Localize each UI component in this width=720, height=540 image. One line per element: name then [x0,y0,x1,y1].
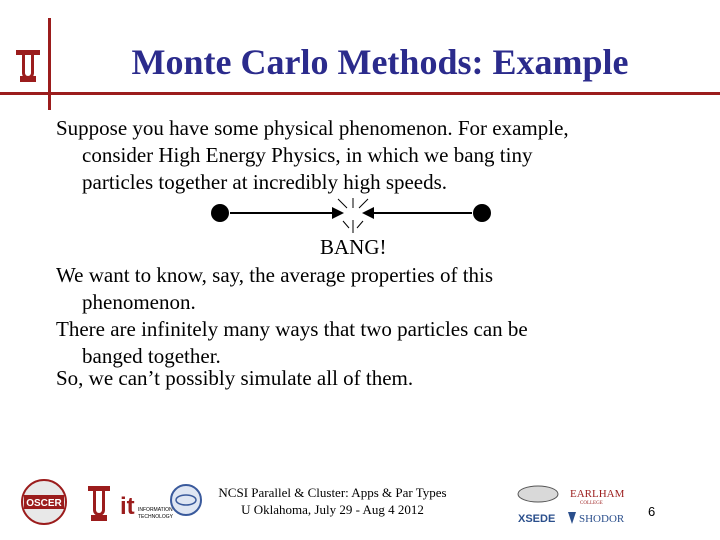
paragraph-text: consider High Energy Physics, in which we bang tiny [82,143,533,167]
ou-logo-icon [10,46,46,86]
svg-text:COLLEGE: COLLEGE [580,501,603,506]
shodor-logo-icon [568,512,625,525]
earlham-logo-icon [570,488,625,506]
paragraph-text: banged together. [82,344,221,368]
slide-title: Monte Carlo Methods: Example [131,42,629,82]
paragraph-conclusion [56,365,696,392]
burst-lines [338,198,368,233]
svg-text:XSEDE: XSEDE [518,513,556,525]
footer-logos-right [516,484,640,528]
footer-text [205,484,460,518]
svg-text:it: it [120,493,135,520]
page-number: 6 [648,504,656,519]
paragraph-text: We want to know, say, the average properties of this [56,263,494,287]
ccc-logo-icon [171,485,201,515]
right-particle [473,204,491,222]
footer-logos-left [14,478,204,530]
svg-text:INFORMATION: INFORMATION [138,507,173,513]
footer-event-line: NCSI Parallel & Cluster: Apps & Par Types [218,485,447,500]
paragraph-average [56,262,696,316]
right-arrow-head [362,207,374,219]
paragraph-intro [56,115,696,196]
left-particle [211,204,229,222]
ou-footer-logo-icon [88,486,110,521]
paragraph-infinite [56,316,696,370]
svg-text:OSCER: OSCER [26,498,62,509]
it-logo-icon [120,493,174,520]
svg-text:TECHNOLOGY: TECHNOLOGY [138,514,174,520]
oscer-logo-icon [22,480,66,524]
bang-label: BANG! [320,235,387,259]
header-horizontal-rule [0,92,720,95]
paragraph-text: phenomenon. [82,290,196,314]
header-vertical-rule [48,18,51,110]
xsede-logo-icon [518,513,555,525]
svg-text:EARLHAM: EARLHAM [570,488,625,500]
ncsi-logo-icon [518,486,558,502]
paragraph-text: particles together at incredibly high speeds. [82,170,448,194]
left-arrow-head [332,207,344,219]
paragraph-text: So, we can’t possibly simulate all of them. [56,366,414,390]
footer-date-line: U Oklahoma, July 29 - Aug 4 2012 [241,502,424,517]
paragraph-text: Suppose you have some physical phenomenon. For example, [56,116,569,140]
svg-text:SHODOR: SHODOR [579,513,625,525]
paragraph-text: There are infinitely many ways that two particles can be [56,317,528,341]
